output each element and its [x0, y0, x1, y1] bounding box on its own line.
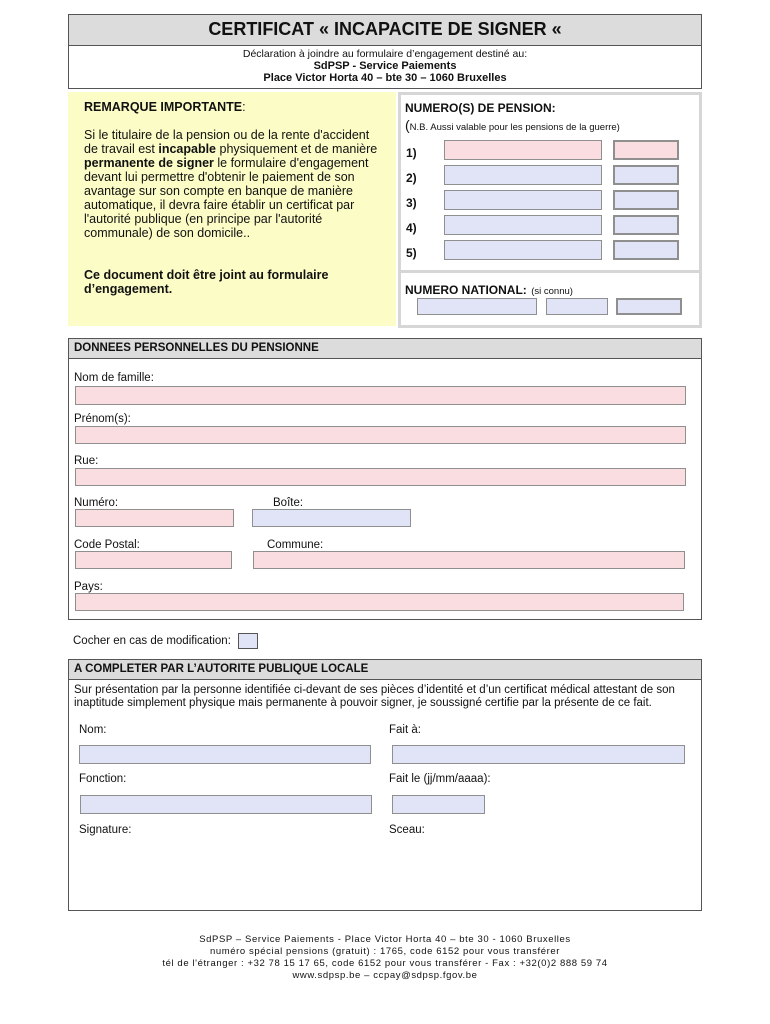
- national-number-heading: NUMERO NATIONAL:: [405, 283, 527, 297]
- pension-heading: NUMERO(S) DE PENSION:: [405, 101, 556, 115]
- remark-text-incapable: incapable: [158, 142, 217, 156]
- service-address: Place Victor Horta 40 – bte 30 – 1060 Bruxelles: [263, 72, 507, 84]
- title-block: [68, 14, 702, 89]
- pension-code-field-5[interactable]: [613, 240, 679, 260]
- made-at-label: Fait à:: [389, 724, 421, 736]
- pension-code-field-4[interactable]: [613, 215, 679, 235]
- signature-area[interactable]: [79, 840, 369, 904]
- first-names-label: Prénom(s):: [74, 413, 131, 425]
- remark-paragraph: [84, 128, 384, 240]
- pension-row-label-1: 1): [406, 146, 417, 160]
- seal-area[interactable]: [389, 840, 689, 904]
- remark-heading: [84, 100, 246, 114]
- municipality-label: Commune:: [267, 539, 324, 551]
- family-name-field[interactable]: [75, 386, 686, 405]
- modification-label: Cocher en cas de modification:: [73, 635, 231, 647]
- seal-label: Sceau:: [389, 824, 425, 836]
- national-number-field-2[interactable]: [546, 298, 608, 315]
- remark-attach-note: Ce document doit être joint au formulaire d’engagement.: [84, 268, 329, 296]
- national-number-field-3[interactable]: [616, 298, 682, 315]
- personal-data-heading: DONNEES PERSONNELLES DU PENSIONNE: [69, 339, 701, 359]
- pension-number-field-3[interactable]: [444, 190, 602, 210]
- box-label: Boîte:: [273, 497, 304, 509]
- authority-name-field[interactable]: [79, 745, 371, 764]
- pension-row-label-2: 2): [406, 171, 417, 185]
- pension-code-field-2[interactable]: [613, 165, 679, 185]
- national-number-label: [405, 281, 573, 299]
- pension-code-field-3[interactable]: [613, 190, 679, 210]
- street-label: Rue:: [74, 455, 99, 467]
- pension-note-paren: (: [405, 117, 410, 133]
- function-field[interactable]: [80, 795, 372, 814]
- box-field[interactable]: [252, 509, 411, 527]
- footer-line-1: SdPSP – Service Paiements - Place Victor Horta 40 – bte 30 - 1060 Bruxelles: [199, 934, 571, 945]
- first-names-field[interactable]: [75, 426, 686, 444]
- pension-row-label-4: 4): [406, 221, 417, 235]
- family-name-label: Nom de famille:: [74, 372, 154, 384]
- personal-data-section: [68, 338, 702, 620]
- street-field[interactable]: [75, 468, 686, 486]
- authority-name-label: Nom:: [79, 724, 107, 736]
- postal-code-label: Code Postal:: [74, 539, 140, 551]
- service-name: SdPSP - Service Paiements: [313, 60, 457, 72]
- country-field[interactable]: [75, 593, 684, 611]
- important-remark-panel: [68, 92, 396, 326]
- pension-code-field-1[interactable]: [613, 140, 679, 160]
- made-on-date-field[interactable]: [392, 795, 485, 814]
- pension-number-field-1[interactable]: [444, 140, 602, 160]
- remark-text-1: Si le titulaire de la pension ou de la rente d'accident de travail est: [84, 128, 370, 156]
- national-number-field-1[interactable]: [417, 298, 537, 315]
- footer-line-2: numéro spécial pensions (gratuit) : 1765, code 6152 pour vous transférer: [209, 946, 560, 957]
- pension-note-text: N.B. Aussi valable pour les pensions de la guerre): [409, 122, 620, 133]
- pension-number-field-5[interactable]: [444, 240, 602, 260]
- pension-number-field-2[interactable]: [444, 165, 602, 185]
- municipality-field[interactable]: [253, 551, 685, 569]
- remark-text-permanent: permanente de signer: [84, 156, 214, 170]
- authority-statement: Sur présentation par la personne identifiée ci-devant de ses pièces d’identité et d’un certificat médical attestant de son inaptitude simplement physique mais permanente à pouvoir signer, je soussigné certifie par la présente de ce fait.: [74, 684, 675, 709]
- pension-note: [405, 117, 620, 135]
- remark-heading-colon: :: [242, 100, 246, 114]
- authority-heading: A COMPLETER PAR L’AUTORITE PUBLIQUE LOCALE: [69, 660, 701, 680]
- remark-heading-text: REMARQUE IMPORTANTE: [84, 100, 243, 114]
- page-title: CERTIFICAT « INCAPACITE DE SIGNER «: [69, 15, 701, 46]
- footer-line-3: tél de l'étranger : +32 78 15 17 65, code 6152 pour vous transférer - Fax : +32(0)2 888 59 74: [162, 958, 608, 969]
- number-label: Numéro:: [74, 497, 119, 509]
- authority-section: [68, 659, 702, 911]
- footer-line-4: www.sdpsp.be – ccpay@sdpsp.fgov.be: [292, 970, 478, 981]
- signature-label: Signature:: [79, 824, 132, 836]
- modification-checkbox[interactable]: [238, 633, 258, 649]
- country-label: Pays:: [74, 581, 103, 593]
- pension-row-label-5: 5): [406, 246, 417, 260]
- declaration-text: Déclaration à joindre au formulaire d’engagement destiné au:: [242, 48, 528, 60]
- number-field[interactable]: [75, 509, 234, 527]
- made-at-field[interactable]: [392, 745, 685, 764]
- remark-text-3: le formulaire d'engagement devant lui permettre d'obtenir le paiement de son avantage sur son compte en banque de manière automatique, il devra faire établir un certificat par l'autorité publique (en principe par l'autorité communale) de son domicile..: [84, 156, 369, 240]
- postal-code-field[interactable]: [75, 551, 232, 569]
- pension-number-field-4[interactable]: [444, 215, 602, 235]
- made-on-label: Fait le (jj/mm/aaaa):: [389, 773, 491, 785]
- function-label: Fonction:: [79, 773, 127, 785]
- pension-numbers-panel: [398, 92, 702, 328]
- pension-row-label-3: 3): [406, 196, 417, 210]
- national-number-note: (si connu): [531, 286, 573, 297]
- remark-text-2: physiquement et de manière: [216, 142, 378, 156]
